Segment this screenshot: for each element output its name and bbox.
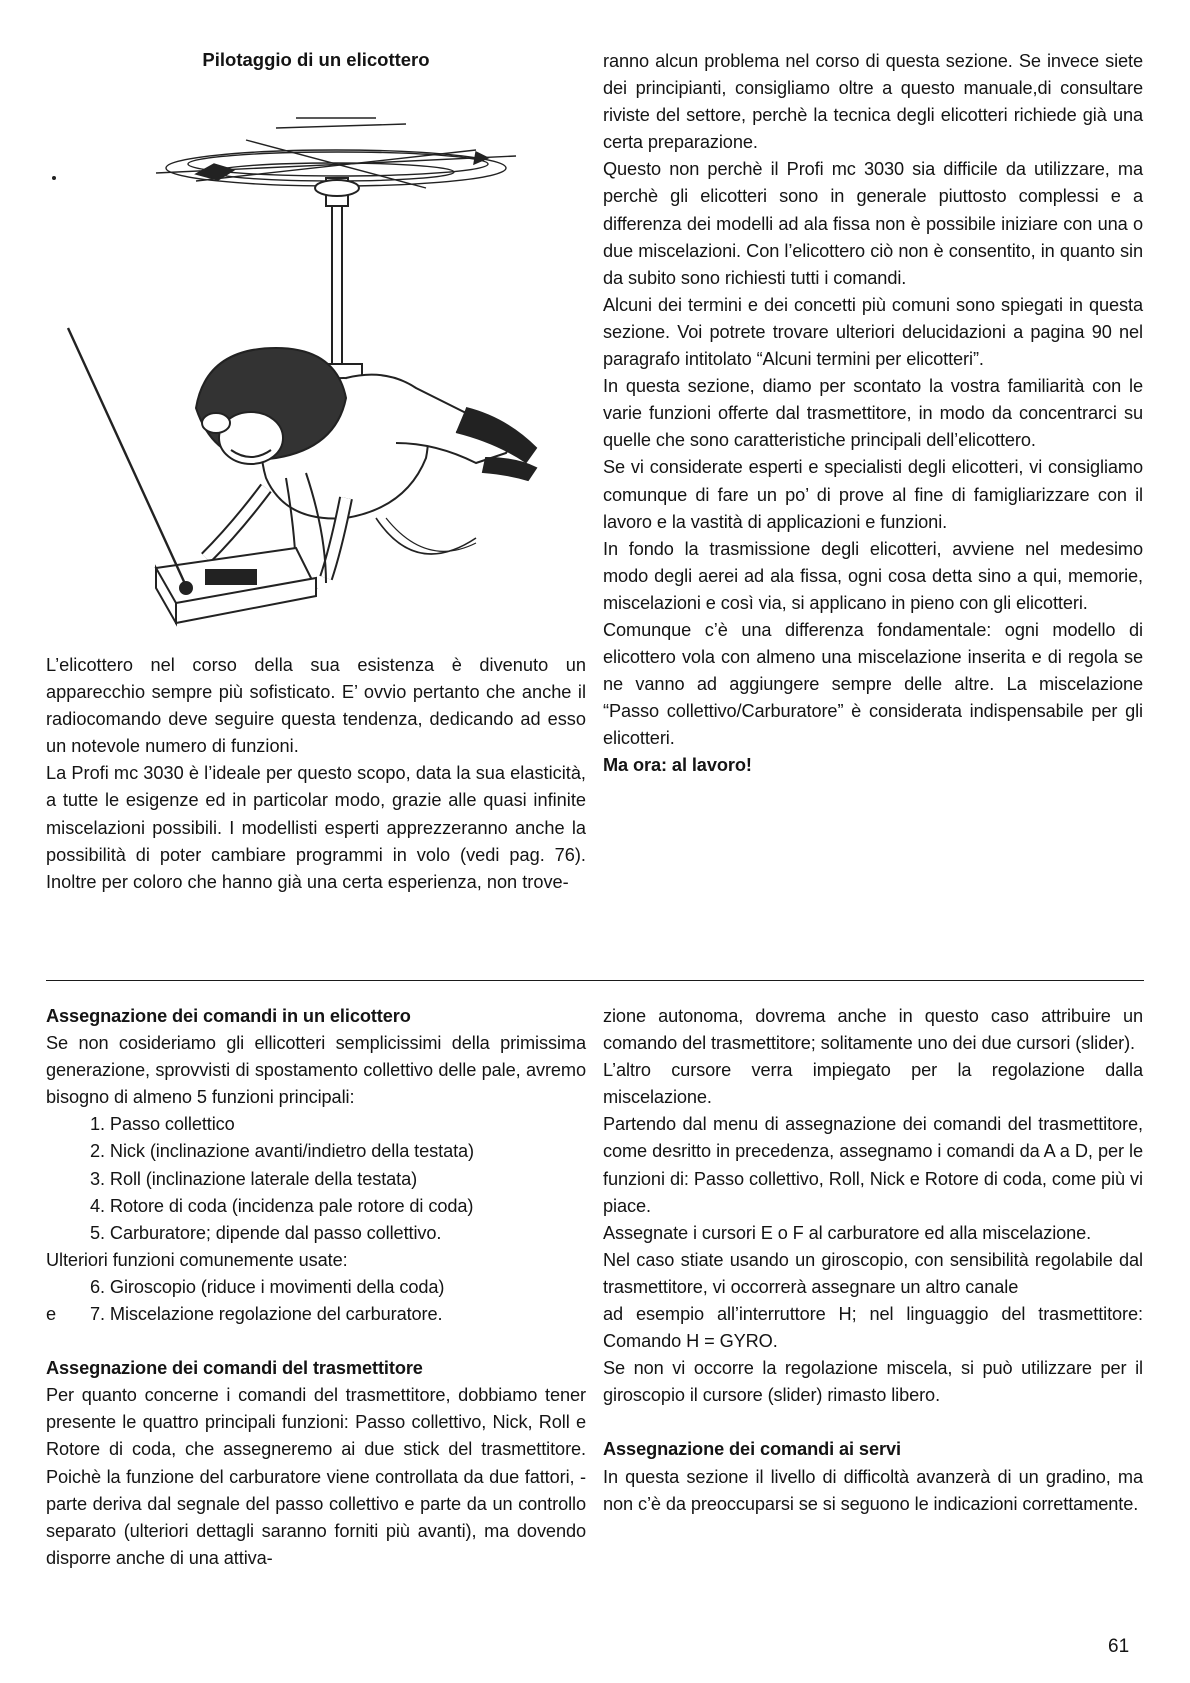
paragraph: In questa sezione il livello di difficoltà avanzerà di un gradino, ma non c’è da preoccuparsi se si seguono le indicazioni correttamente. [603, 1466, 1143, 1514]
section-divider [46, 980, 1144, 981]
bottom-right-column [603, 1003, 1143, 1518]
list-prefix: e [46, 1304, 57, 1325]
rotor-mast [314, 178, 362, 384]
paragraph: Per quanto concerne i comandi del trasmettitore, dobbiamo tener presente le quattro principali funzioni: Passo collettivo, Nick, Roll e Rotore di coda, che assegneremo ai due stick del trasmettitore. Poichè la funzione del carburatore viene controllata da due fattori, - parte deriva dal segnale del passo collettivo e parte da un controllo separato (ulteriori dettagli saranno forniti più avanti), ma dovendo disporre anche di una attiva- [46, 1385, 586, 1568]
paragraph: In fondo la trasmissione degli elicotteri, avviene nel medesimo modo degli aerei ad ala fissa, ogni cosa detta sino a qui, memorie, miscelazioni e così via, si applicano in pieno con gli elicotteri. [603, 538, 1143, 613]
heading-assegnazione-elicottero: Assegnazione dei comandi in un elicottero [46, 1006, 411, 1026]
paragraph: ad esempio all’interruttore H; nel linguaggio del trasmettitore: Comando H = GYRO. [603, 1304, 1143, 1352]
transmitter [156, 548, 316, 623]
paragraph: Se vi considerate esperti e specialisti degli elicotteri, vi consigliamo comunque di fare un po’ di prove al fine di famigliarizzare con il lavoro e la vastità di applicazioni e funzioni. [603, 457, 1143, 532]
list-item: 5. Carburatore; dipende dal passo collettivo. [90, 1222, 442, 1243]
pilot-figure [196, 348, 536, 583]
paragraph: Se non cosideriamo gli ellicotteri semplicissimi della primissima generazione, sprovvisti di spostamento collettivo delle pale, avremo bisogno di almeno 5 funzioni principali: [46, 1033, 586, 1108]
paragraph: La Profi mc 3030 è l’ideale per questo scopo, data la sua elasticità, a tutte le esigenze ed in particolar modo, grazie alle quasi infinite miscelazioni possibili. I modellisti esperti apprezzeranno anche la possibilità di poter cambiare programmi in volo (vedi pag. 76). Inoltre per coloro che hanno già una certa esperienza, non trove- [46, 763, 586, 892]
paragraph: Comunque c’è una differenza fondamentale: ogni modello di elicottero vola con almeno una miscelazione inserita e di regola se ne vanno ad aggiungere sempre delle altre. La miscelazione “Passo collettivo/Carburatore” è considerata indispensabile per gli elicotteri. [603, 619, 1143, 749]
list-item: 6. Giroscopio (riduce i movimenti della coda) [90, 1276, 445, 1297]
paragraph: L’altro cursore verra impiegato per la regolazione dalla miscelazione. [603, 1060, 1143, 1108]
list-item: 4. Rotore di coda (incidenza pale rotore di coda) [90, 1195, 474, 1216]
paragraph: Nel caso stiate usando un giroscopio, con sensibilità regolabile dal trasmettitore, vi occorrerà assegnare un altro canale [603, 1249, 1143, 1297]
list-item: 1. Passo collettico [90, 1114, 235, 1135]
list-item-text: 7. Miscelazione regolazione del carburatore. [90, 1304, 443, 1325]
paragraph: In questa sezione, diamo per scontato la vostra familiarità con le varie funzioni offerte dal trasmettitore, in modo da concentrarci su quelle che sono caratteristiche principali dell’elicottero. [603, 376, 1143, 451]
heading-assegnazione-servi: Assegnazione dei comandi ai servi [603, 1439, 901, 1460]
paragraph: ranno alcun problema nel corso di questa sezione. Se invece siete dei principianti, consigliamo oltre a questo manuale,di consultare riviste del settore, perchè la tecnica degli elicotteri richiede già una certa preparazione. [603, 51, 1143, 153]
list-item [46, 1301, 586, 1328]
closing-line: Ma ora: al lavoro! [603, 755, 752, 776]
paragraph: Questo non perchè il Profi mc 3030 sia difficile da utilizzare, ma perchè gli elicotteri sono in generale piuttosto complessi e a differenza dei modelli ad ala fissa non è possibile iniziare con una o due miscelazioni. Con l’elicottero ciò non è consentito, in quanto sin da subito sono richiesti tutti i comandi. [603, 159, 1143, 288]
bottom-left-column [46, 1003, 586, 1572]
paragraph: zione autonoma, dovrema anche in questo caso attribuire un comando del trasmettitore; solitamente uno dei due cursori (slider). [603, 1006, 1143, 1054]
heading-assegnazione-trasmettitore: Assegnazione dei comandi del trasmettitore [46, 1358, 423, 1379]
helicopter-pilot-illustration [46, 78, 586, 638]
list-item: 3. Roll (inclinazione laterale della testata) [90, 1168, 418, 1189]
paragraph: Se non vi occorre la regolazione miscela, si può utilizzare per il giroscopio il cursore (slider) rimasto libero. [603, 1358, 1143, 1406]
page-number: 61 [1108, 1636, 1130, 1657]
list-item: 2. Nick (inclinazione avanti/indietro della testata) [90, 1141, 475, 1162]
paragraph: Alcuni dei termini e dei concetti più comuni sono spiegati in questa sezione. Voi potrete trovare ulteriori delucidazioni a pagina 90 nel paragrafo intitolato “Alcuni termini per elicotteri”. [603, 294, 1143, 370]
further-functions-label: Ulteriori funzioni comunemente usate: [46, 1249, 348, 1270]
paragraph: Partendo dal menu di assegnazione dei comandi del trasmettitore, come desritto in precedenza, assegnamo i comandi da A a D, per le funzioni di: Passo collettivo, Roll, Nick e Rotore di coda, come più vi piace. [603, 1114, 1143, 1216]
antenna [68, 328, 186, 586]
paragraph: Assegnate i cursori E o F al carburatore ed alla miscelazione. [603, 1222, 1092, 1243]
intro-left-text [46, 652, 586, 896]
intro-right-column [603, 48, 1143, 780]
section-title: Pilotaggio di un elicottero [202, 49, 430, 70]
paragraph: L’elicottero nel corso della sua esistenza è divenuto un apparecchio sempre più sofisticato. E’ ovvio pertanto che anche il radiocomando deve seguire questa tendenza, dedicando ad esso un notevole numero di funzioni. [46, 655, 586, 757]
